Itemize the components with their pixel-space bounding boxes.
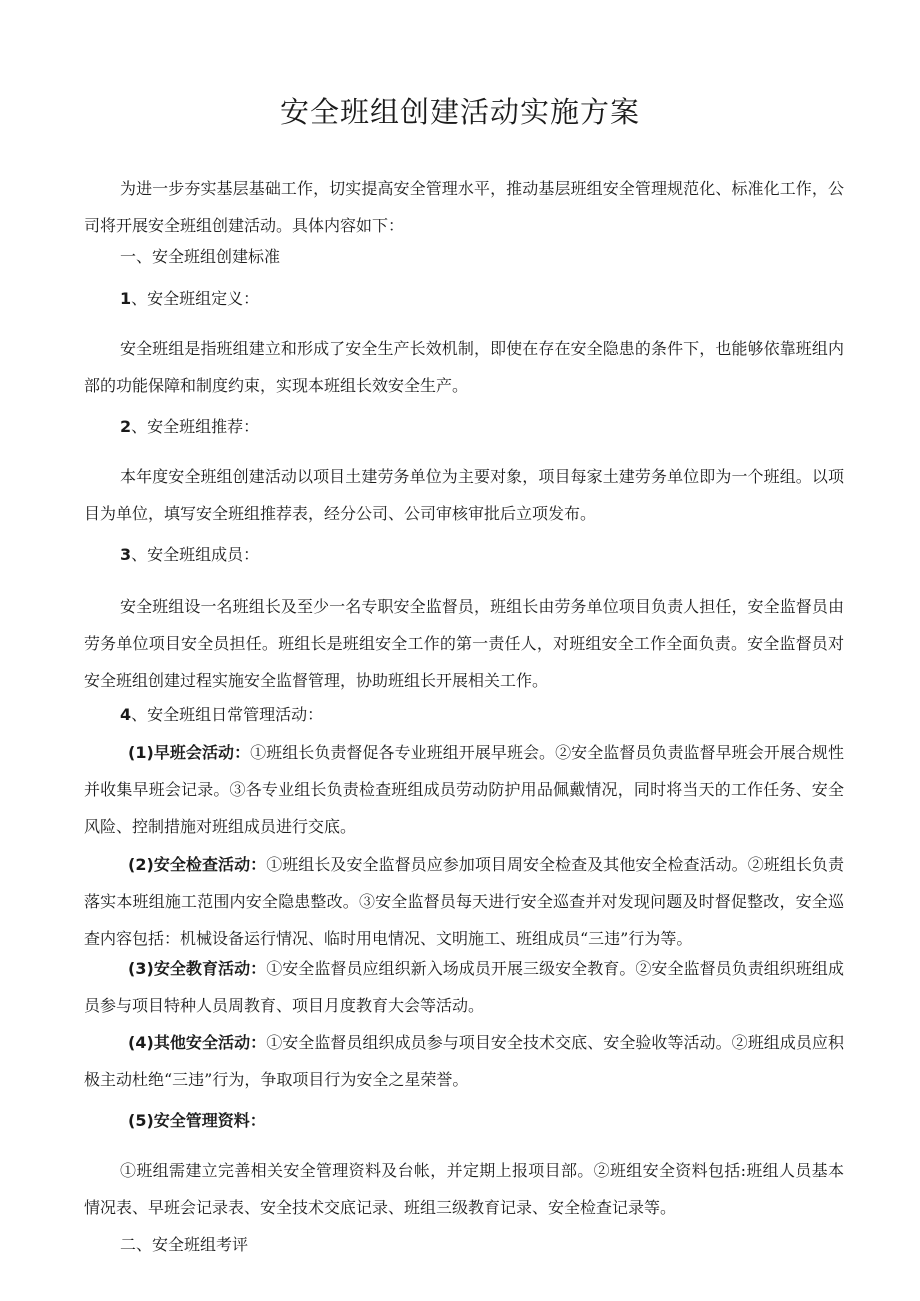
activity-item-2-body: ①班组长及安全监督员应参加项目周安全检查及其他安全检查活动。②班组长负责落实本班组施工范围内安全隐患整改。③安全监督员每天进行安全巡查并对发现问题及时督促整改，安全巡查内容包括：机械设备运行情况、临时用电情况、文明施工、班组成员“三违”行为等。 [84,855,844,948]
activity-item-1-body: ①班组长负责督促各专业班组开展早班会。②安全监督员负责监督早班会开展合规性并收集早班会记录。③各专业组长负责检查班组成员劳动防护用品佩戴情况，同时将当天的工作任务、安全风险、控制措施对班组成员进行交底。 [84,743,844,836]
section-2-heading: 二、安全班组考评 [120,1235,249,1254]
section-1-heading: 一、安全班组创建标准 [120,247,281,266]
subsection-2-heading [120,412,840,442]
activity-item-2-lead: 安全检查活动： [153,855,267,874]
materials-paragraph: ①班组需建立完善相关安全管理资料及台帐，并定期上报项目部。②班组安全资料包括:班组人员基本情况表、早班会记录表、安全技术交底记录、班组三级教育记录、安全检查记录等。 [84,1161,844,1217]
activity-item-5-lead: 安全管理资料： [153,1111,266,1130]
intro-paragraph: 为进一步夯实基层基础工作，切实提高安全管理水平，推动基层班组安全管理规范化、标准化工作，公司将开展安全班组创建活动。具体内容如下： [84,179,844,235]
subsection-2-number: 2 [120,417,132,436]
activity-item-2 [84,846,844,957]
activity-item-5 [84,1102,844,1139]
subsection-1-number: 1 [120,289,132,308]
activity-item-1-number: (1) [128,743,154,762]
activity-item-3-body: ①安全监督员应组织新入场成员开展三级安全教育。②安全监督员负责组织班组成员参与项目特种人员周教育、项目月度教育大会等活动。 [84,959,844,1015]
subsection-4-number: 4 [120,705,132,724]
subsection-2-body: 本年度安全班组创建活动以项目土建劳务单位为主要对象，项目每家土建劳务单位即为一个班组。以项目为单位，填写安全班组推荐表，经分公司、公司审核审批后立项发布。 [84,467,844,523]
activity-item-4-body: ①安全监督员组织成员参与项目安全技术交底、安全验收等活动。②班组成员应积极主动杜绝“三违”行为，争取项目行为安全之星荣誉。 [84,1033,844,1089]
subsection-3-title: 、安全班组成员： [131,545,260,564]
subsection-4-heading [120,700,840,730]
activity-item-4-number: (4) [128,1033,154,1052]
subsection-3-body: 安全班组设一名班组长及至少一名专职安全监督员，班组长由劳务单位项目负责人担任，安全监督员由劳务单位项目安全员担任。班组长是班组安全工作的第一责任人，对班组安全工作全面负责。安全监督员对安全班组创建过程实施安全监督管理，协助班组长开展相关工作。 [84,597,844,690]
subsection-2-title: 、安全班组推荐： [131,417,260,436]
activity-item-3-number: (3) [128,959,154,978]
activity-item-3 [84,950,844,1024]
activity-item-2-number: (2) [128,855,154,874]
subsection-1-body: 安全班组是指班组建立和形成了安全生产长效机制，即使在存在安全隐患的条件下，也能够依靠班组内部的功能保障和制度约束，实现本班组长效安全生产。 [84,339,844,395]
subsection-1-heading [120,284,840,314]
subsection-3-heading [120,540,840,570]
activity-item-1-lead: 早班会活动： [153,743,251,762]
subsection-1-title: 、安全班组定义： [131,289,260,308]
subsection-3-number: 3 [120,545,132,564]
activity-item-3-lead: 安全教育活动： [153,959,267,978]
activity-item-5-number: (5) [128,1111,154,1130]
document-title: 安全班组创建活动实施方案 [279,95,640,129]
activity-item-1 [84,734,844,845]
activity-item-4-lead: 其他安全活动： [153,1033,267,1052]
subsection-4-title: 、安全班组日常管理活动： [131,705,324,724]
activity-item-4 [84,1024,844,1098]
